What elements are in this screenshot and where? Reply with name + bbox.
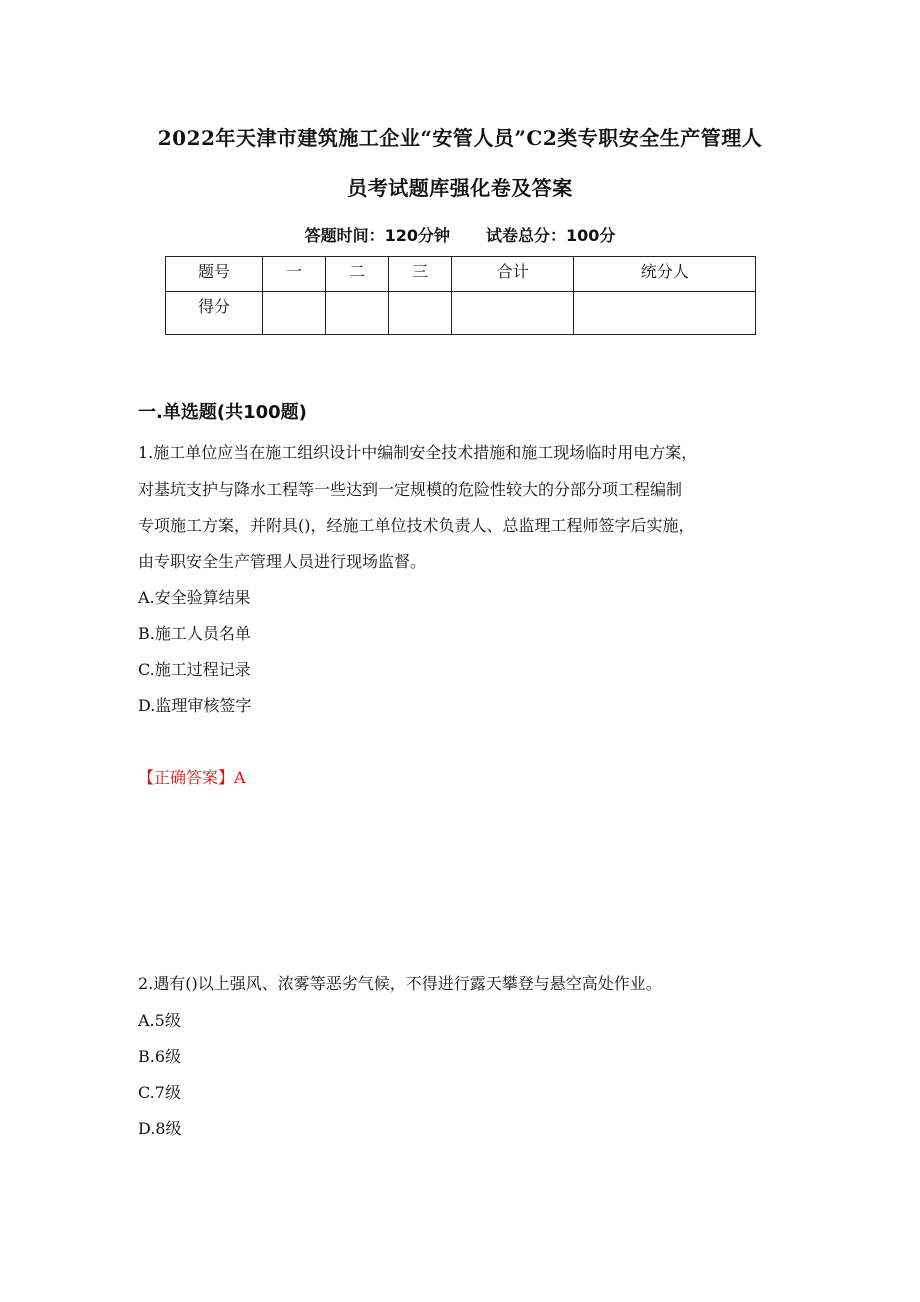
- question-1-option-b: B.施工人员名单: [138, 624, 251, 643]
- exam-meta: [60, 223, 860, 246]
- document-title-line-1: 2022年天津市建筑施工企业“安管人员”C2类专职安全生产管理人: [157, 126, 763, 150]
- section-title: 一.单选题(共100题): [138, 402, 307, 423]
- score-row-label: 得分: [166, 292, 263, 335]
- score-cell: [326, 292, 389, 335]
- question-2-stem-line: 2.遇有()以上强风、浓雾等恶劣气候，不得进行露天攀登与悬空高处作业。: [138, 974, 662, 993]
- score-header-cell: 一: [263, 257, 326, 292]
- score-header-cell: 统分人: [574, 257, 756, 292]
- question-1-option-a: A.安全验算结果: [138, 588, 251, 607]
- question-1-option-c: C.施工过程记录: [138, 660, 251, 679]
- score-header-cell: 合计: [452, 257, 574, 292]
- question-2-option-d: D.8级: [138, 1119, 182, 1138]
- question-1-stem-line: 由专职安全生产管理人员进行现场监督。: [138, 552, 427, 571]
- score-cell: [452, 292, 574, 335]
- score-table-score-row: [166, 292, 756, 335]
- score-header-cell: 题号: [166, 257, 263, 292]
- question-1-stem-line: 1.施工单位应当在施工组织设计中编制安全技术措施和施工现场临时用电方案，: [138, 443, 698, 462]
- score-header-cell: 二: [326, 257, 389, 292]
- question-1-option-d: D.监理审核签字: [138, 696, 252, 715]
- score-cell: [263, 292, 326, 335]
- question-2-option-c: C.7级: [138, 1083, 181, 1102]
- question-1-stem-line: 对基坑支护与降水工程等一些达到一定规模的危险性较大的分部分项工程编制: [138, 480, 683, 499]
- score-cell: [574, 292, 756, 335]
- exam-total-score: 试卷总分：100分: [486, 226, 616, 245]
- question-2-option-a: A.5级: [138, 1011, 181, 1030]
- document-title-line-2: 员考试题库强化卷及答案: [347, 176, 573, 200]
- score-header-cell: 三: [389, 257, 452, 292]
- question-1-answer: 【正确答案】A: [138, 768, 246, 787]
- question-2-option-b: B.6级: [138, 1047, 182, 1066]
- score-table: [165, 256, 756, 335]
- score-cell: [389, 292, 452, 335]
- score-table-header-row: [166, 257, 756, 292]
- question-1-stem-line: 专项施工方案，并附具()，经施工单位技术负责人、总监理工程师签字后实施，: [138, 516, 695, 535]
- exam-time: 答题时间：120分钟: [304, 226, 450, 245]
